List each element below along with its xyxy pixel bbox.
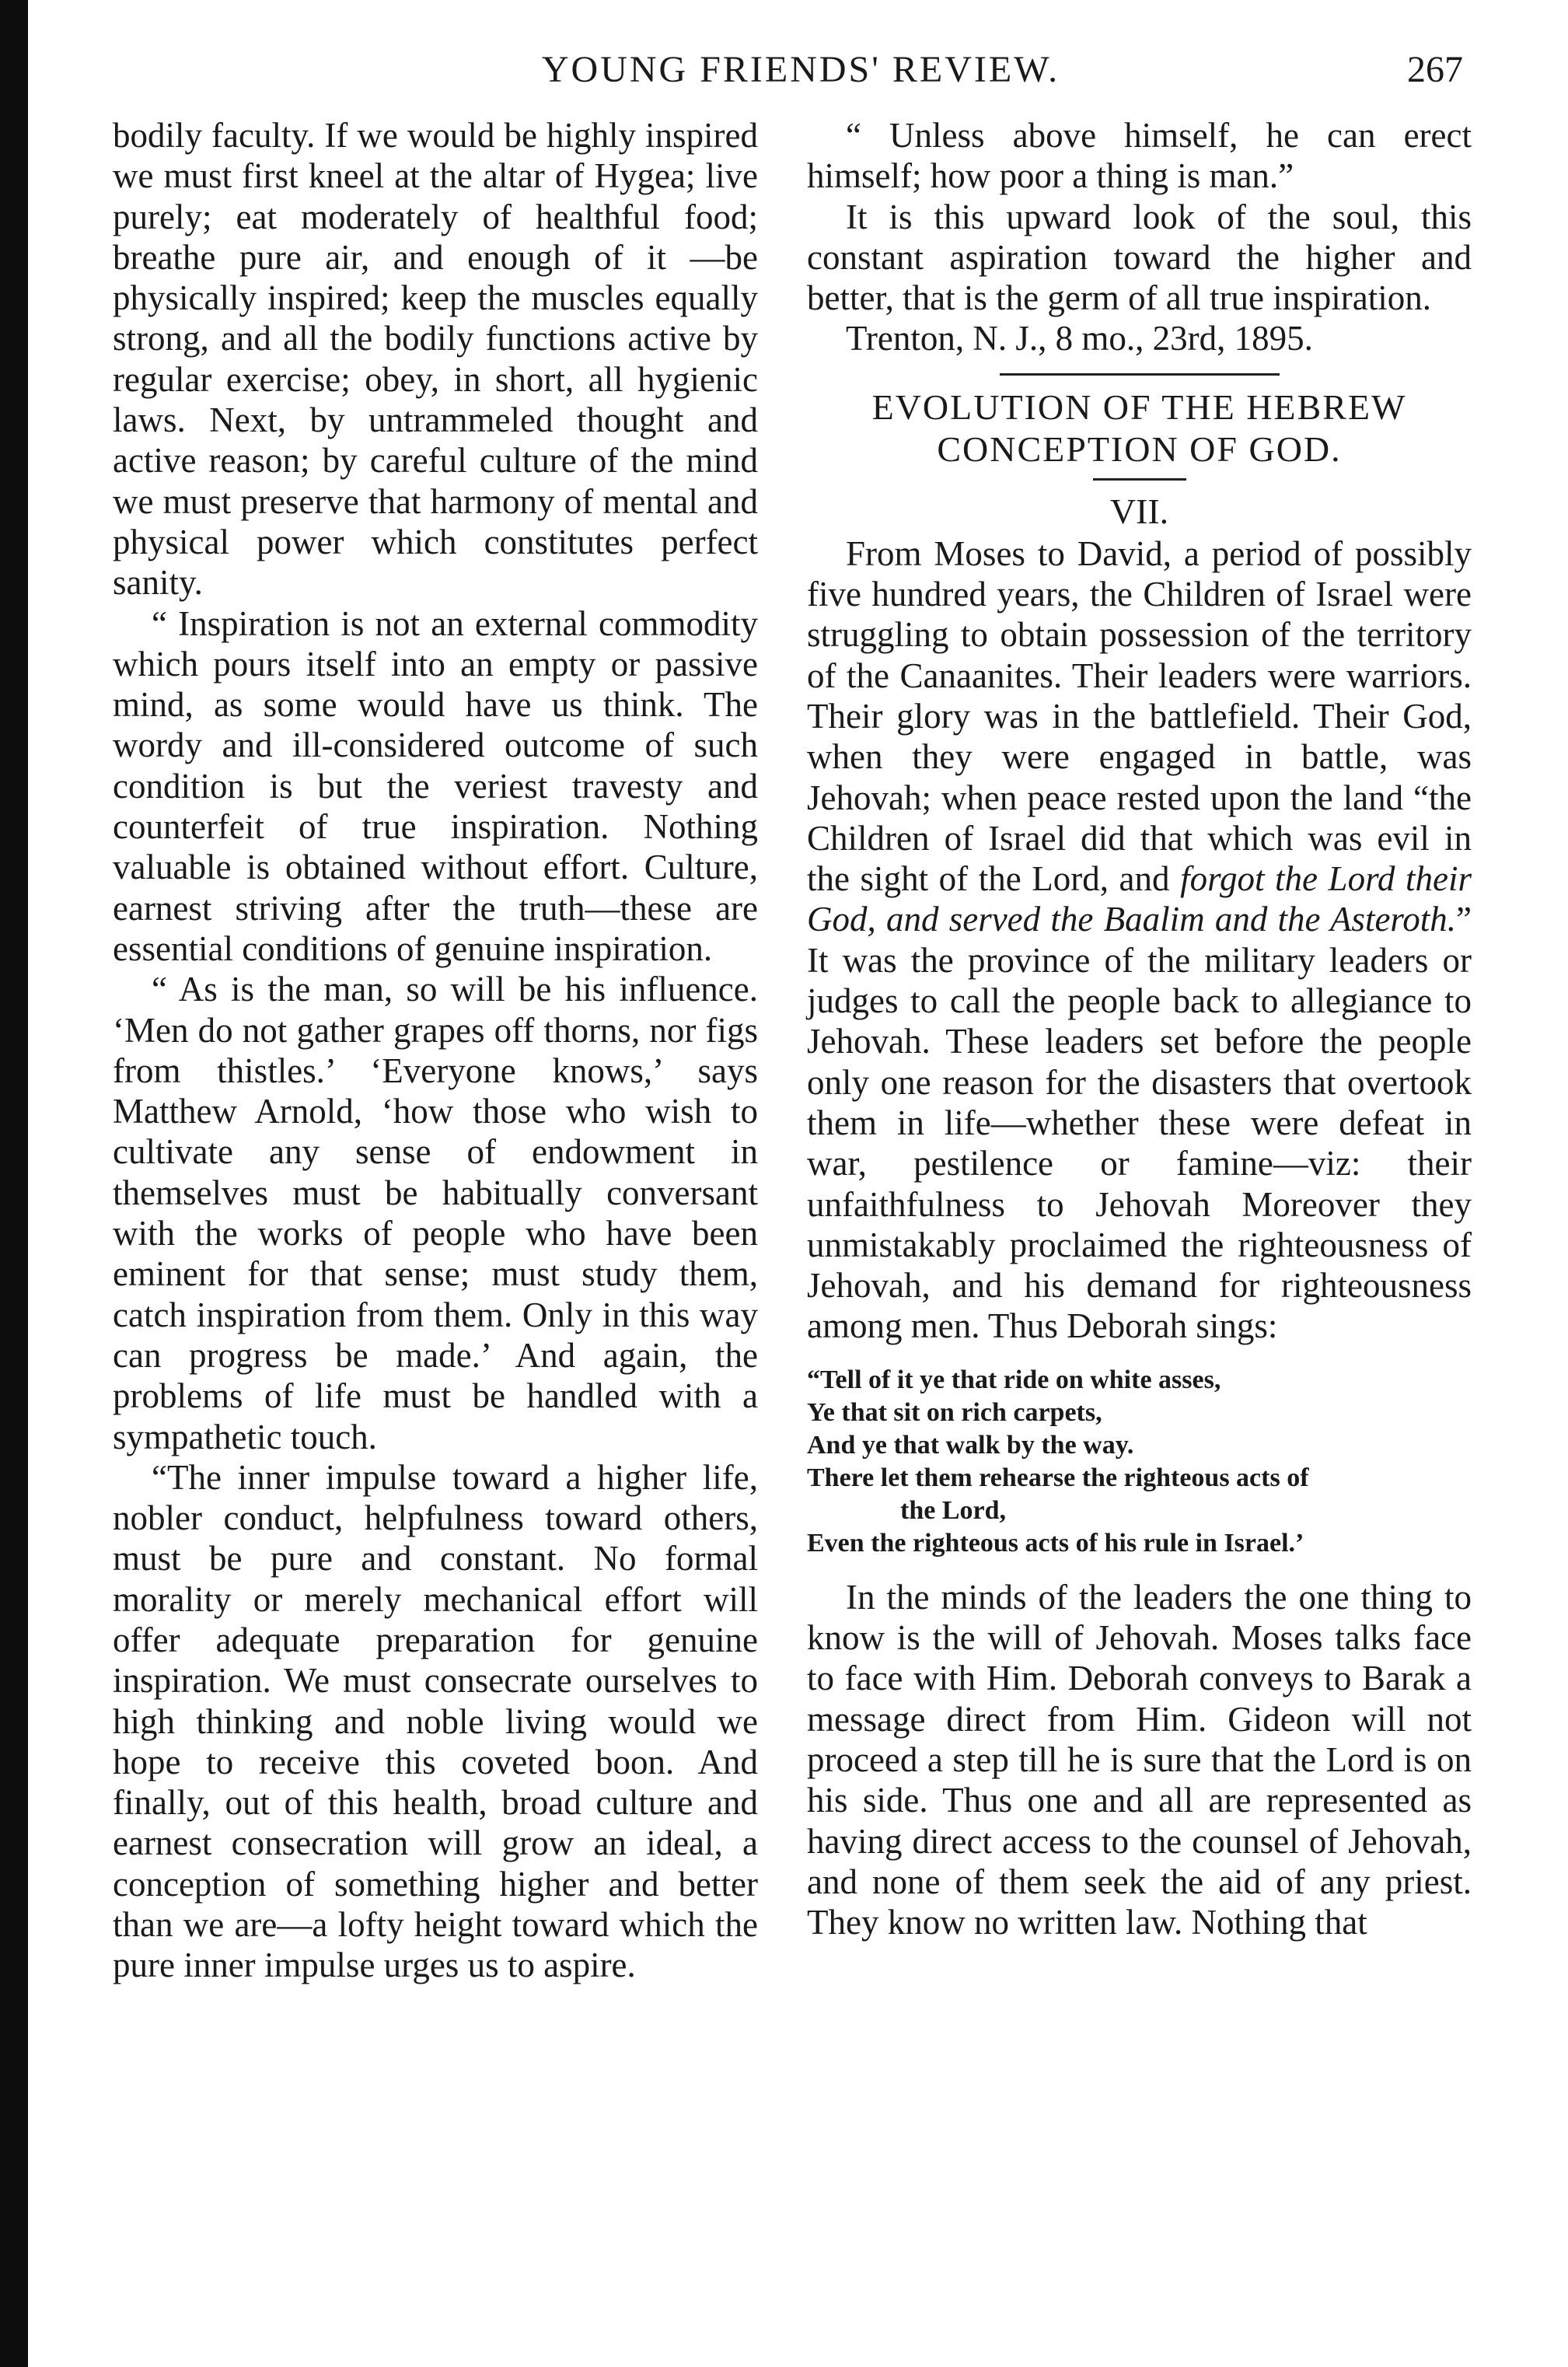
paragraph-inspiration-external: “ Inspiration is not an external commodity which pours itself into an empty or passive mind, as some would have us think. The wordy and ill-considered outcome of such condition is but the veriest travesty and counterfeit of true inspiration. Nothing valuable is obtained without effort. Culture, earnest striving after the truth—these are essential conditions of genuine inspiration. <box>113 603 758 968</box>
paragraph-as-is-the-man: “ As is the man, so will be his influence. ‘Men do not gather grapes off thorns, nor figs from thistles.’ ‘Everyone knows,’ says Matthew Arnold, ‘how those who wish to cultivate any sense of endowment in themselves must be habitually conversant with the works of people who have been eminent for that sense; must study them, catch inspiration from them. Only in this way can progress be made.’ And again, the problems of life must be handled with a sympathetic touch. <box>113 970 758 1456</box>
paragraph-inner-impulse: “The inner impulse toward a higher life, nobler conduct, helpfulness toward others, must be pure and constant. No formal morality or merely mechanical effort will offer adequate preparation for genuine inspiration. We must consecrate ourselves to high thinking and noble living would we hope to receive this coveted boon. And finally, out of this health, broad culture and earnest consecration will grow an ideal, a conception of something higher and better than we are—a lofty height toward which the pure inner impulse urges us to aspire. <box>113 1457 758 1985</box>
paragraph-bodily-faculty: bodily faculty. If we would be highly inspired we must first kneel at the altar of Hygea; live purely; eat moderately of healthful food; breathe pure air, and enough of it —be physically inspired; keep the muscles equally strong, and all the bodily functions active by regular exercise; obey, in short, all hygienic laws. Next, by untrammeled thought and active reason; by careful culture of the mind we must preserve that harmony of mental and physical power which constitutes perfect sanity. <box>113 116 758 603</box>
article-title-line-2: CONCEPTION OF GOD. <box>937 428 1342 469</box>
paragraph-moses-italic-quote: forgot the Lord their God, and served the Baalim and the Asteroth. <box>807 859 1472 939</box>
page-number: 267 <box>1407 49 1463 90</box>
quote-unless-above-himself: “ Unless above himself, he can erect himself; how poor a thing is man.” <box>807 116 1472 196</box>
paragraph-moses-to-david <box>807 533 1472 1347</box>
poem-line: And ye that walk by the way. <box>807 1430 1134 1460</box>
song-of-deborah <box>807 1364 1472 1560</box>
paragraph-germ-of-inspiration: It is this upward look of the soul, this constant aspiration toward the higher and better, that is the germ of all true inspiration. <box>807 197 1472 318</box>
poem-line: There let them rehearse the righteous acts of <box>807 1463 1309 1492</box>
running-title: YOUNG FRIENDS' REVIEW. <box>541 49 1060 90</box>
paragraph-moses-text-b: ” It was the province of the military leaders or judges to call the people back to allegiance to Jehovah. These leaders set before the people only one reason for the disasters that overtook them in life—whether these were defeat in war, pestilence or famine—viz: their unfaithfulness to Jehovah Moreover they unmistakably proclaimed the righteousness of Jehovah, and his demand for righteousness among men. Thus Deborah sings: <box>807 900 1472 1346</box>
paragraph-moses-text-a: From Moses to David, a period of possibly five hundred years, the Children of Israel were struggling to obtain possession of the territory of the Canaanites. Their leaders were warriors. Their glory was in the battlefield. Their God, when they were engaged in battle, was Jehovah; when peace rested upon the land “the Children of Israel did that which was evil in the sight of the Lord, and <box>807 533 1472 899</box>
article-title-line-1: EVOLUTION OF THE HEBREW <box>871 386 1407 427</box>
poem-line: Ye that sit on rich carpets, <box>807 1397 1102 1427</box>
left-column <box>113 115 758 1986</box>
poem-line: “Tell of it ye that ride on white asses, <box>807 1365 1221 1394</box>
paragraph-minds-of-leaders: In the minds of the leaders the one thing to know is the will of Jehovah. Moses talks face to face with Him. Deborah conveys to Barak a message direct from Him. Gideon will not proceed a step till he is sure that the Lord is on his side. Thus one and all are represented as having direct access to the counsel of Jehovah, and none of them seek the aid of any priest. They know no written law. Nothing that <box>807 1577 1472 1942</box>
poem-line: Even the righteous acts of his rule in Israel.’ <box>807 1528 1304 1558</box>
page-binding-edge <box>0 0 28 2367</box>
poem-line: the Lord, <box>900 1495 1006 1525</box>
title-divider <box>1093 478 1186 481</box>
signature-dateline: Trenton, N. J., 8 mo., 23rd, 1895. <box>846 319 1313 358</box>
right-column <box>807 115 1472 1942</box>
article-title <box>807 386 1472 470</box>
section-number: VII. <box>1109 491 1169 531</box>
section-divider <box>1000 373 1280 376</box>
